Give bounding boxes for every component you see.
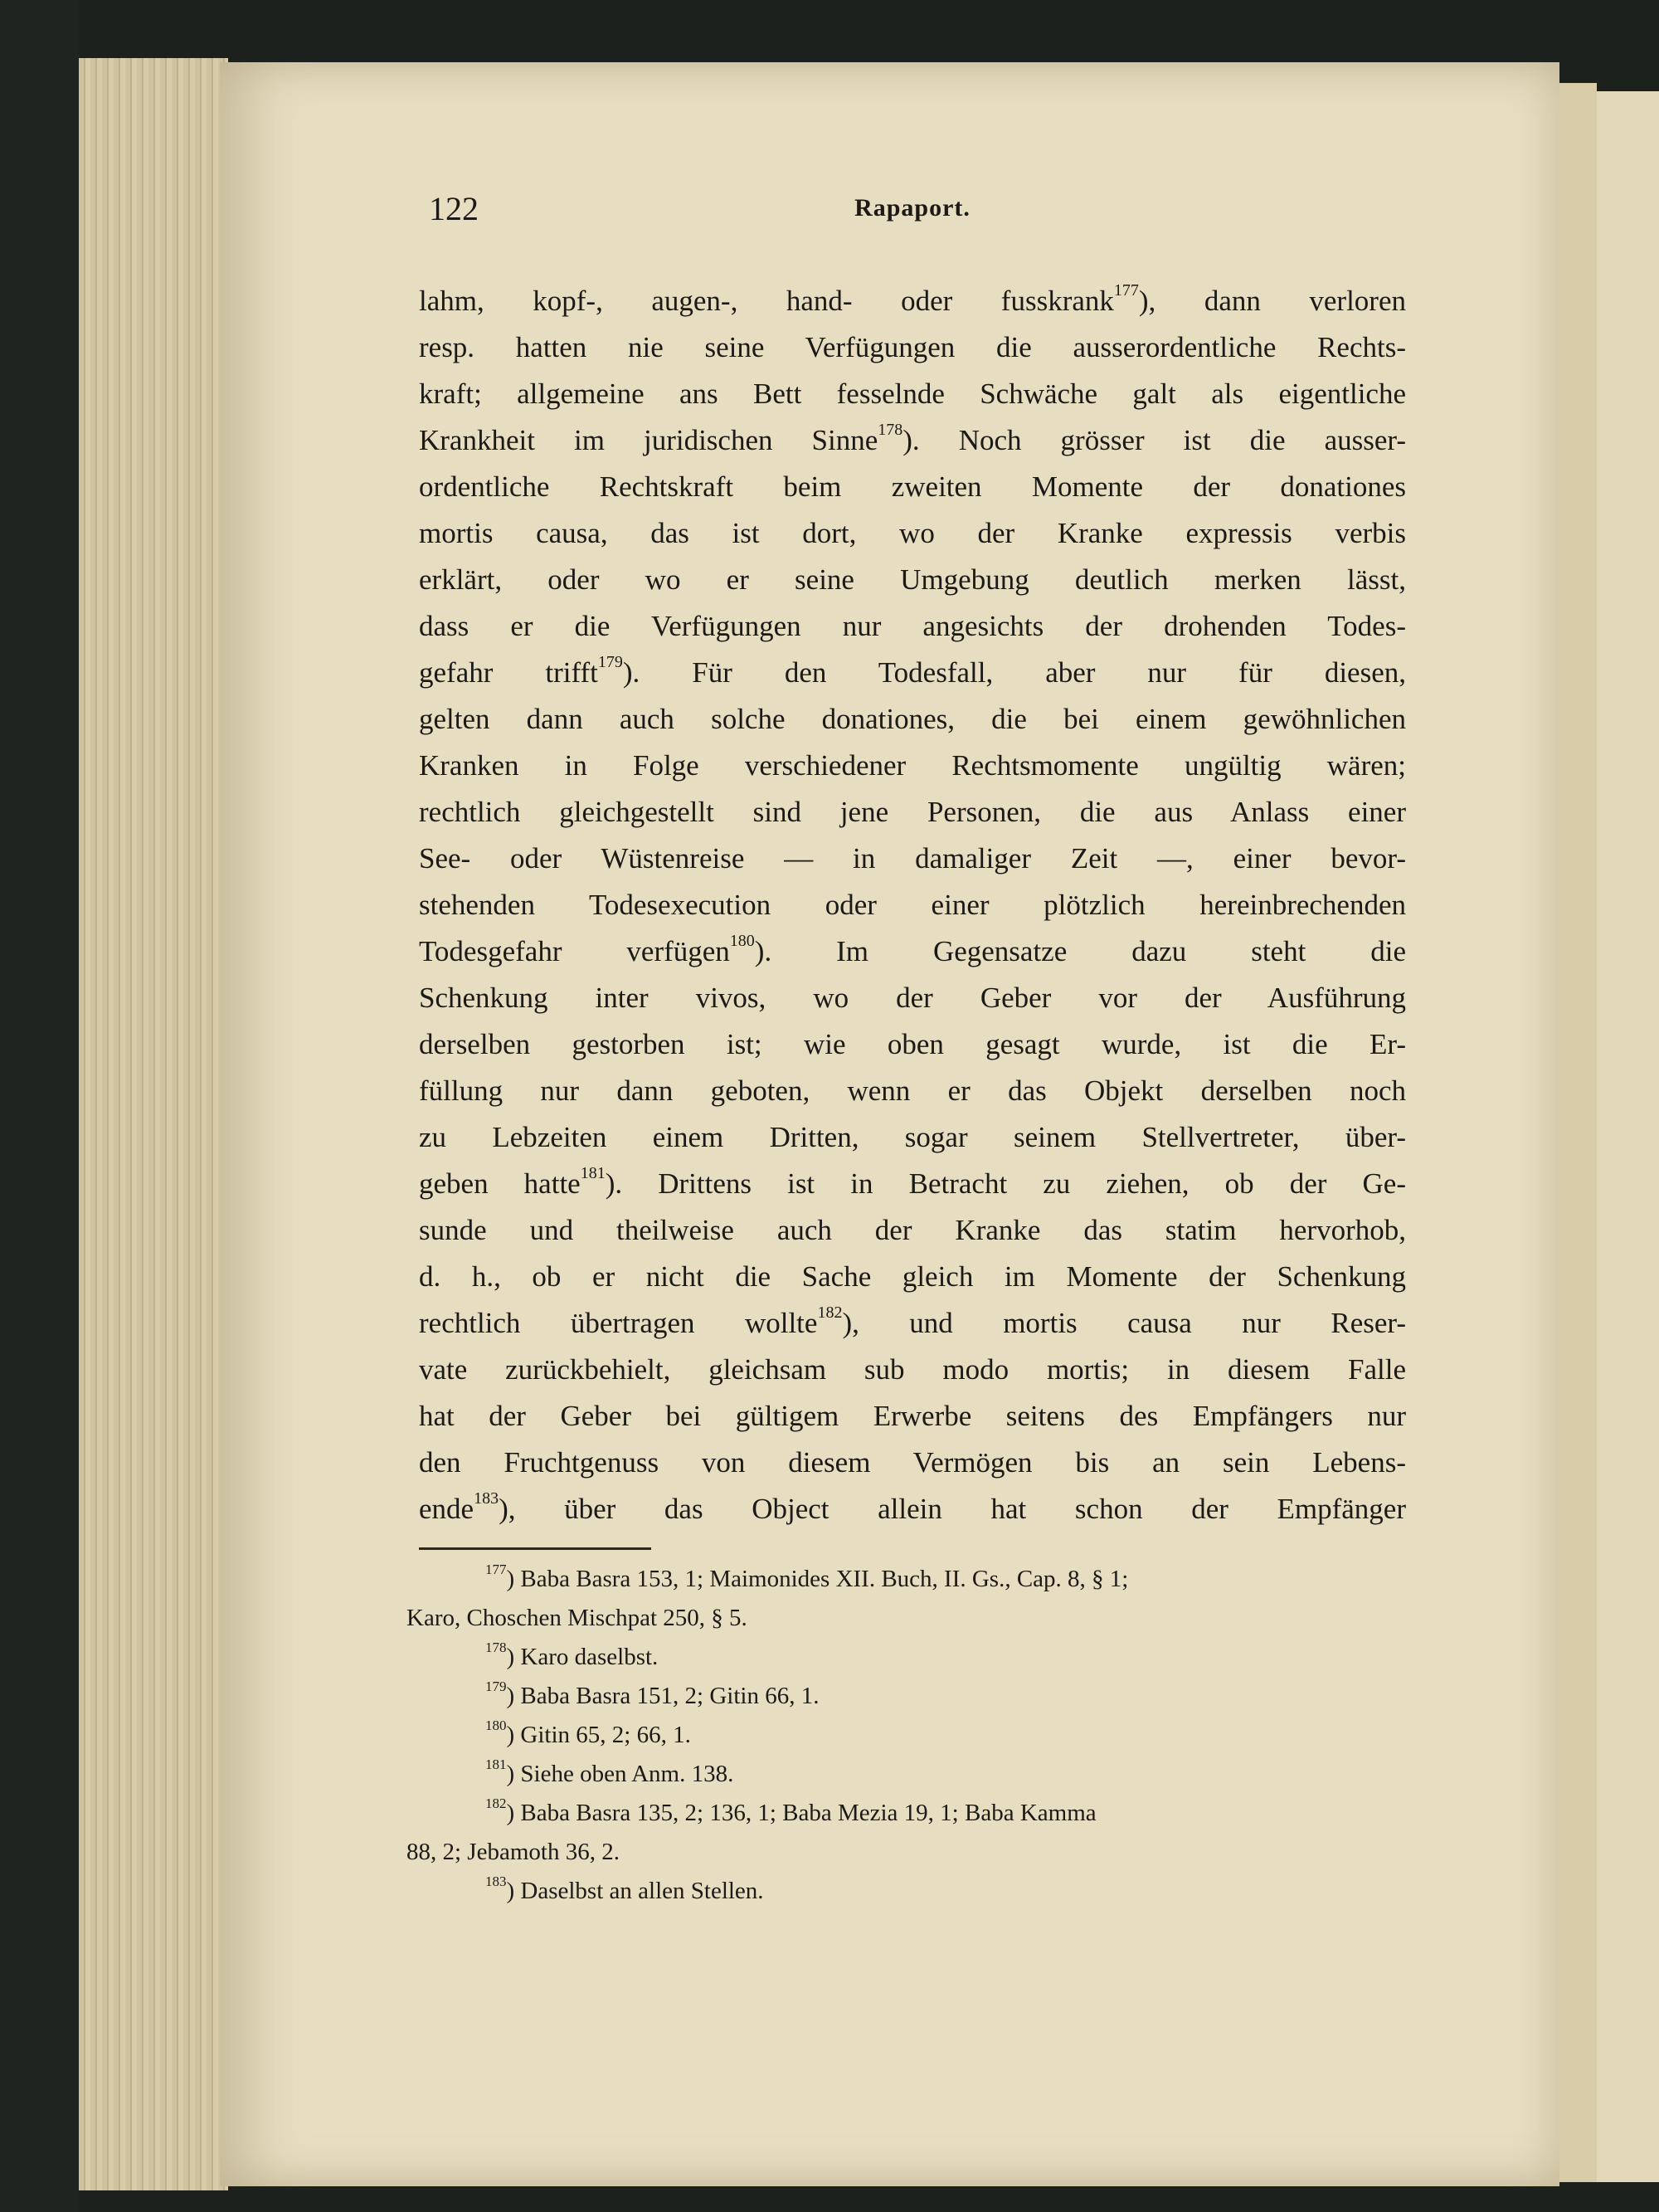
line-text: sunde und theilweise auch der Kranke das statim hervorhob, xyxy=(419,1214,1406,1246)
line-text: stehenden Todesexecution oder einer plötzlich hereinbrechenden xyxy=(419,889,1406,921)
text-line xyxy=(419,836,1406,882)
text-line-content xyxy=(419,836,1406,882)
facing-page-edge xyxy=(1597,91,1659,2182)
text-line-content xyxy=(419,324,1406,371)
text-line-content xyxy=(419,1347,1406,1393)
text-line xyxy=(419,789,1406,836)
page-stack-edges xyxy=(79,58,228,2190)
line-text: geben hatte xyxy=(419,1167,581,1200)
line-text-continued: ), über das Object allein hat schon der Empfänger xyxy=(499,1493,1406,1525)
line-text: See- oder Wüstenreise — in damaliger Zeit —, einer bevor- xyxy=(419,842,1406,875)
footnotes xyxy=(406,1560,1402,1911)
line-text: Todesgefahr verfügen xyxy=(419,935,730,967)
footnote-text: ) Karo daselbst. xyxy=(506,1644,659,1670)
footnote-text: ) Gitin 65, 2; 66, 1. xyxy=(506,1722,691,1748)
text-line xyxy=(419,278,1406,324)
text-line-content xyxy=(419,1207,1406,1254)
line-text: dass er die Verfügungen nur angesichts der drohenden Todes- xyxy=(419,610,1406,642)
footnote-number: 180 xyxy=(485,1717,507,1733)
line-text: rechtlich übertragen wollte xyxy=(419,1307,818,1339)
text-line-content xyxy=(419,278,1406,324)
footnote-text: ) Daselbst an allen Stellen. xyxy=(506,1878,764,1904)
text-line xyxy=(419,1114,1406,1161)
text-line xyxy=(419,464,1406,510)
text-line xyxy=(419,696,1406,743)
line-text: vate zurückbehielt, gleichsam sub modo mortis; in diesem Falle xyxy=(419,1353,1406,1386)
footnote-text: ) Siehe oben Anm. 138. xyxy=(506,1761,734,1787)
line-text: mortis causa, das ist dort, wo der Kranke expressis verbis xyxy=(419,517,1406,549)
line-text: erklärt, oder wo er seine Umgebung deutlich merken lässt, xyxy=(419,563,1406,596)
book-cover-left xyxy=(0,0,79,2212)
footnote-marker: 179 xyxy=(597,653,623,671)
line-text: Krankheit im juridischen Sinne xyxy=(419,424,878,456)
footnote-text-continued: Karo, Choschen Mischpat 250, § 5. xyxy=(406,1605,747,1631)
footnote-marker: 178 xyxy=(878,421,903,439)
text-line xyxy=(419,1254,1406,1300)
text-line-content xyxy=(419,603,1406,650)
line-text: Kranken in Folge verschiedener Rechtsmomente ungültig wären; xyxy=(419,749,1406,782)
footnote xyxy=(406,1755,1402,1794)
text-line-content xyxy=(419,1114,1406,1161)
text-line xyxy=(419,1207,1406,1254)
line-text-continued: ). Im Gegensatze dazu steht die xyxy=(754,935,1406,967)
line-text-continued: ). Drittens ist in Betracht zu ziehen, ob der Ge- xyxy=(605,1167,1406,1200)
footnote xyxy=(406,1677,1402,1716)
footnote xyxy=(406,1560,1402,1638)
line-text-continued: ), und mortis causa nur Reser- xyxy=(842,1307,1406,1339)
text-line xyxy=(419,510,1406,557)
footnote xyxy=(406,1716,1402,1755)
text-line xyxy=(419,1486,1406,1532)
text-line-content xyxy=(419,1440,1406,1486)
page-number: 122 xyxy=(429,190,479,227)
text-line xyxy=(419,975,1406,1021)
text-line-content xyxy=(419,743,1406,789)
line-text-continued: ), dann verloren xyxy=(1138,285,1406,317)
line-text: derselben gestorben ist; wie oben gesagt wurde, ist die Er- xyxy=(419,1028,1406,1060)
line-text-continued: ). Noch grösser ist die ausser- xyxy=(902,424,1406,456)
footnote xyxy=(406,1638,1402,1677)
text-line-content xyxy=(419,975,1406,1021)
text-line xyxy=(419,1347,1406,1393)
text-line-content xyxy=(419,1486,1406,1532)
text-line xyxy=(419,928,1406,975)
text-line xyxy=(419,743,1406,789)
text-line xyxy=(419,1300,1406,1347)
text-line xyxy=(419,650,1406,696)
text-line-content xyxy=(419,882,1406,928)
line-text: gefahr trifft xyxy=(419,656,598,689)
line-text: Schenkung inter vivos, wo der Geber vor der Ausführung xyxy=(419,982,1406,1014)
footnote-text: ) Baba Basra 151, 2; Gitin 66, 1. xyxy=(506,1683,820,1709)
text-line xyxy=(419,1393,1406,1440)
text-line xyxy=(419,1161,1406,1207)
line-text: ordentliche Rechtskraft beim zweiten Momente der donationes xyxy=(419,470,1406,503)
footnote-number: 177 xyxy=(485,1562,507,1577)
text-line-content xyxy=(419,510,1406,557)
text-line xyxy=(419,417,1406,464)
line-text: ende xyxy=(419,1493,474,1525)
page-header xyxy=(419,189,1406,231)
footnote-marker: 183 xyxy=(474,1489,499,1508)
footnote xyxy=(406,1872,1402,1911)
line-text: resp. hatten nie seine Verfügungen die ausserordentliche Rechts- xyxy=(419,331,1406,363)
footnote-marker: 177 xyxy=(1113,281,1139,300)
page-gutter-right xyxy=(1559,83,1597,2182)
line-text: d. h., ob er nicht die Sache gleich im Momente der Schenkung xyxy=(419,1260,1406,1293)
text-line xyxy=(419,603,1406,650)
text-line xyxy=(419,1440,1406,1486)
text-line xyxy=(419,882,1406,928)
text-line-content xyxy=(419,1021,1406,1068)
text-line-content xyxy=(419,1300,1406,1347)
footnote-marker: 180 xyxy=(729,932,755,950)
line-text: den Fruchtgenuss von diesem Vermögen bis an sein Lebens- xyxy=(419,1446,1406,1479)
line-text: lahm, kopf-, augen-, hand- oder fusskrank xyxy=(419,285,1114,317)
text-line-content xyxy=(419,696,1406,743)
text-line xyxy=(419,557,1406,603)
text-line-content xyxy=(419,1393,1406,1440)
text-line-content xyxy=(419,789,1406,836)
body-text xyxy=(419,278,1406,1532)
text-line xyxy=(419,1068,1406,1114)
footnote-number: 178 xyxy=(485,1640,507,1655)
footnote-rule xyxy=(419,1547,651,1550)
footnote-number: 181 xyxy=(485,1756,507,1772)
footnote-text: ) Baba Basra 135, 2; 136, 1; Baba Mezia 19, 1; Baba Kamma xyxy=(506,1800,1097,1826)
line-text: füllung nur dann geboten, wenn er das Objekt derselben noch xyxy=(419,1074,1406,1107)
text-line-content xyxy=(419,650,1406,696)
line-text: zu Lebzeiten einem Dritten, sogar seinem Stellvertreter, über- xyxy=(419,1121,1406,1153)
footnote xyxy=(406,1794,1402,1872)
text-line-content xyxy=(419,1254,1406,1300)
line-text: gelten dann auch solche donationes, die bei einem gewöhnlichen xyxy=(419,703,1406,735)
text-line-content xyxy=(419,1161,1406,1207)
line-text-continued: ). Für den Todesfall, aber nur für diesen, xyxy=(622,656,1406,689)
text-line-content xyxy=(419,417,1406,464)
line-text: hat der Geber bei gültigem Erwerbe seitens des Empfängers nur xyxy=(419,1400,1406,1432)
line-text: rechtlich gleichgestellt sind jene Personen, die aus Anlass einer xyxy=(419,796,1406,828)
line-text: kraft; allgemeine ans Bett fesselnde Schwäche galt als eigentliche xyxy=(419,378,1406,410)
text-line-content xyxy=(419,464,1406,510)
footnote-marker: 181 xyxy=(580,1164,606,1182)
text-line xyxy=(419,371,1406,417)
text-line-content xyxy=(419,928,1406,975)
text-line-content xyxy=(419,557,1406,603)
text-line-content xyxy=(419,1068,1406,1114)
text-line xyxy=(419,324,1406,371)
footnote-text-continued: 88, 2; Jebamoth 36, 2. xyxy=(406,1839,620,1865)
footnote-text: ) Baba Basra 153, 1; Maimonides XII. Buch, II. Gs., Cap. 8, § 1; xyxy=(506,1566,1129,1592)
running-head: Rapaport. xyxy=(854,194,971,222)
text-line xyxy=(419,1021,1406,1068)
footnote-marker: 182 xyxy=(817,1303,843,1322)
text-line-content xyxy=(419,371,1406,417)
footnote-number: 183 xyxy=(485,1873,507,1889)
footnote-number: 182 xyxy=(485,1795,507,1811)
footnote-number: 179 xyxy=(485,1678,507,1694)
